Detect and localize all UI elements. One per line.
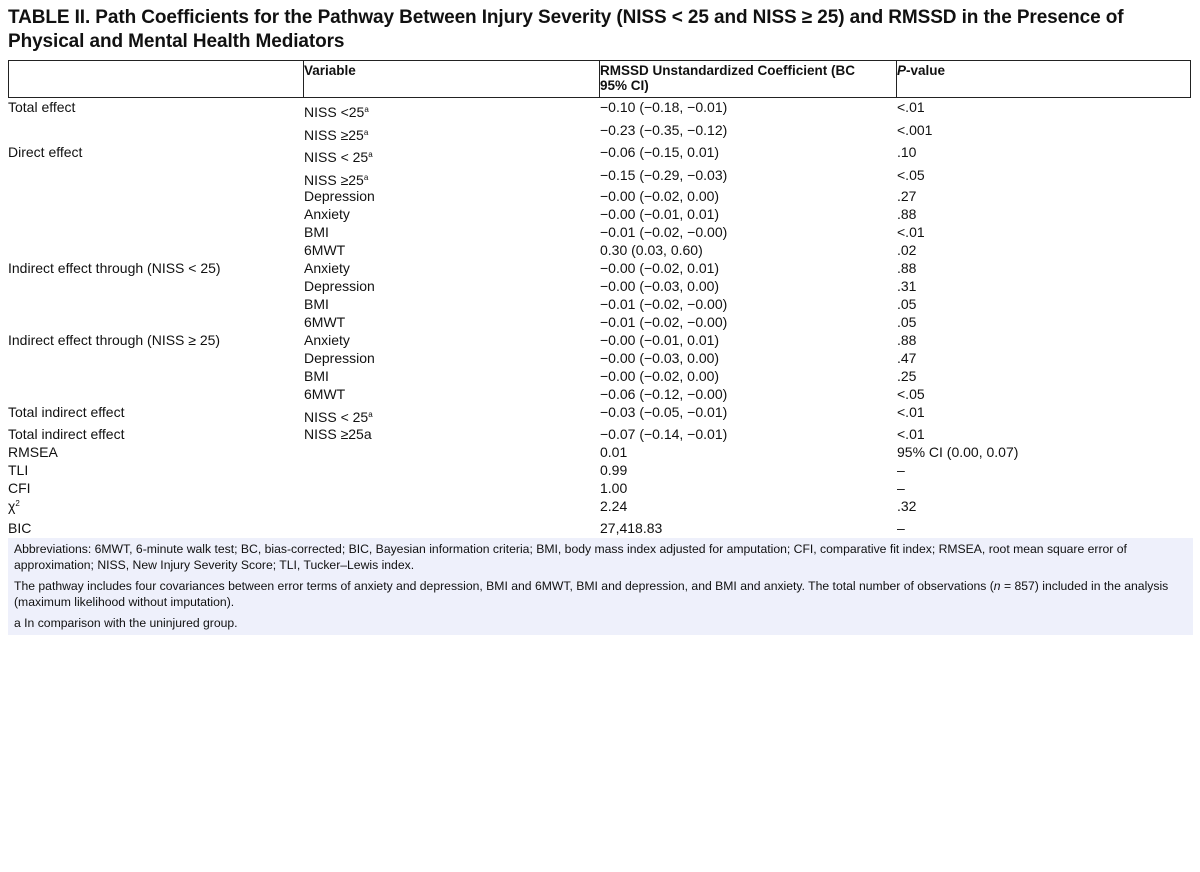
- row-coefficient: 0.99: [600, 462, 628, 478]
- variable-text: Depression: [304, 188, 375, 204]
- row-coefficient: −0.00 (−0.01, 0.01): [600, 332, 720, 348]
- row-effect-label: Indirect effect through (NISS ≥ 25): [8, 332, 221, 348]
- variable-text: 6MWT: [304, 242, 346, 258]
- row-effect-label: Total indirect effect: [8, 404, 125, 420]
- row-coefficient: −0.00 (−0.02, 0.00): [600, 188, 720, 204]
- row-coefficient: 0.01: [600, 444, 628, 460]
- variable-text: BMI: [304, 296, 329, 312]
- row-p-value: <.01: [897, 404, 925, 420]
- row-variable: [304, 409, 373, 425]
- variable-text: Anxiety: [304, 260, 350, 276]
- variable-text: Depression: [304, 350, 375, 366]
- row-p-value: .32: [897, 498, 917, 514]
- row-variable: [304, 296, 329, 312]
- row-p-value: .10: [897, 144, 917, 160]
- row-p-value: .25: [897, 368, 917, 384]
- row-variable: [304, 386, 345, 402]
- row-coefficient: −0.00 (−0.02, 0.00): [600, 368, 720, 384]
- variable-text: Depression: [304, 278, 375, 294]
- row-effect-label: Total effect: [8, 99, 76, 115]
- row-p-value: –: [897, 462, 905, 478]
- variable-text: Anxiety: [304, 206, 350, 222]
- row-p-value: .27: [897, 188, 917, 204]
- row-p-value: <.01: [897, 426, 925, 442]
- row-coefficient: −0.00 (−0.03, 0.00): [600, 278, 720, 294]
- row-coefficient: −0.15 (−0.29, −0.03): [600, 167, 728, 183]
- row-p-value: .88: [897, 332, 917, 348]
- row-coefficient: −0.03 (−0.05, −0.01): [600, 404, 728, 420]
- row-p-value: –: [897, 520, 905, 536]
- effect-symbol: χ: [8, 498, 16, 514]
- variable-text: Anxiety: [304, 332, 350, 348]
- row-p-value: .02: [897, 242, 917, 258]
- row-variable: [304, 104, 369, 120]
- row-variable: [304, 278, 375, 294]
- row-p-value: –: [897, 480, 905, 496]
- row-coefficient: −0.07 (−0.14, −0.01): [600, 426, 728, 442]
- row-variable: [304, 368, 329, 384]
- row-coefficient: −0.06 (−0.12, −0.00): [600, 386, 728, 402]
- row-p-value: <.01: [897, 224, 925, 240]
- row-effect-label: [8, 498, 20, 514]
- row-variable: [304, 206, 350, 222]
- row-coefficient: 2.24: [600, 498, 628, 514]
- row-coefficient: −0.00 (−0.02, 0.01): [600, 260, 720, 276]
- row-coefficient: −0.10 (−0.18, −0.01): [600, 99, 728, 115]
- header-p-value: [897, 63, 945, 78]
- row-variable: [304, 242, 345, 258]
- variable-text: NISS ≥25: [304, 172, 364, 188]
- row-variable: [304, 260, 350, 276]
- row-coefficient: −0.06 (−0.15, 0.01): [600, 144, 720, 160]
- row-p-value: <.05: [897, 386, 925, 402]
- row-effect-label: BIC: [8, 520, 32, 536]
- effect-superscript: 2: [15, 499, 20, 508]
- row-coefficient: −0.23 (−0.35, −0.12): [600, 122, 728, 138]
- variable-superscript: a: [364, 105, 369, 114]
- row-p-value: .88: [897, 206, 917, 222]
- row-coefficient: −0.00 (−0.01, 0.01): [600, 206, 720, 222]
- row-coefficient: −0.01 (−0.02, −0.00): [600, 314, 728, 330]
- row-coefficient: −0.00 (−0.03, 0.00): [600, 350, 720, 366]
- footnote-a: a In comparison with the uninjured group.: [14, 616, 238, 630]
- row-coefficient: 1.00: [600, 480, 628, 496]
- row-p-value: .88: [897, 260, 917, 276]
- row-variable: [304, 314, 345, 330]
- table-footnotes: [8, 538, 1193, 635]
- row-variable: [304, 188, 375, 204]
- row-p-value: <.001: [897, 122, 933, 138]
- row-p-value: <.05: [897, 167, 925, 183]
- variable-text: NISS < 25: [304, 409, 369, 425]
- row-effect-label: CFI: [8, 480, 31, 496]
- footnote-abbreviations: Abbreviations: 6MWT, 6-minute walk test; BC, bias-corrected; BIC, Bayesian information criteria; BMI, body mass index adjusted for amputation; CFI, comparative fit index; RMSEA, root mean square error of approximation; NISS, New Injury Severity Score; TLI, Tucker–Lewis index.: [14, 542, 1127, 572]
- row-variable: [304, 224, 329, 240]
- row-effect-label: Indirect effect through (NISS < 25): [8, 260, 221, 276]
- variable-text: BMI: [304, 224, 329, 240]
- variable-text: 6MWT: [304, 386, 346, 402]
- row-variable: [304, 149, 373, 165]
- row-effect-label: TLI: [8, 462, 29, 478]
- row-variable: [304, 350, 375, 366]
- row-p-value: .05: [897, 314, 917, 330]
- row-variable: [304, 332, 350, 348]
- row-coefficient: −0.01 (−0.02, −0.00): [600, 224, 728, 240]
- row-variable: [304, 127, 368, 143]
- variable-text: NISS < 25: [304, 149, 369, 165]
- row-effect-label: Total indirect effect: [8, 426, 125, 442]
- variable-superscript: a: [368, 410, 373, 419]
- row-effect-label: RMSEA: [8, 444, 58, 460]
- variable-superscript: a: [363, 128, 369, 137]
- header-variable: Variable: [304, 63, 356, 78]
- variable-text: NISS <25: [304, 104, 365, 120]
- row-p-value: <.01: [897, 99, 925, 115]
- row-coefficient: −0.01 (−0.02, −0.00): [600, 296, 728, 312]
- variable-text: NISS ≥25a: [304, 426, 372, 442]
- header-p-rest: -value: [906, 63, 946, 78]
- row-effect-label: Direct effect: [8, 144, 83, 160]
- row-p-value: 95% CI (0.00, 0.07): [897, 444, 1019, 460]
- variable-superscript: a: [368, 150, 373, 159]
- row-coefficient: 27,418.83: [600, 520, 663, 536]
- variable-text: NISS ≥25: [304, 127, 364, 143]
- header-p-italic: P: [897, 63, 907, 78]
- row-variable: [304, 426, 372, 442]
- footnote-pathway: The pathway includes four covariances between error terms of anxiety and depression, BMI and 6MWT, BMI and depression, and BMI and anxiety. The total number of observations (n = 857) included in the analysis (maximum likelihood without imputation).: [14, 579, 1169, 609]
- variable-text: 6MWT: [304, 314, 346, 330]
- header-coefficient: RMSSD Unstandardized Coefficient (BC 95% CI): [600, 63, 856, 93]
- variable-text: BMI: [304, 368, 329, 384]
- table-title: TABLE II. Path Coefficients for the Pathway Between Injury Severity (NISS < 25 and NISS ≥ 25) and RMSSD in the Presence of Physical and Mental Health Mediators: [8, 7, 1124, 52]
- row-p-value: .47: [897, 350, 917, 366]
- variable-superscript: a: [363, 173, 369, 182]
- row-p-value: .31: [897, 278, 917, 294]
- row-variable: [304, 172, 368, 188]
- row-coefficient: 0.30 (0.03, 0.60): [600, 242, 703, 258]
- row-p-value: .05: [897, 296, 917, 312]
